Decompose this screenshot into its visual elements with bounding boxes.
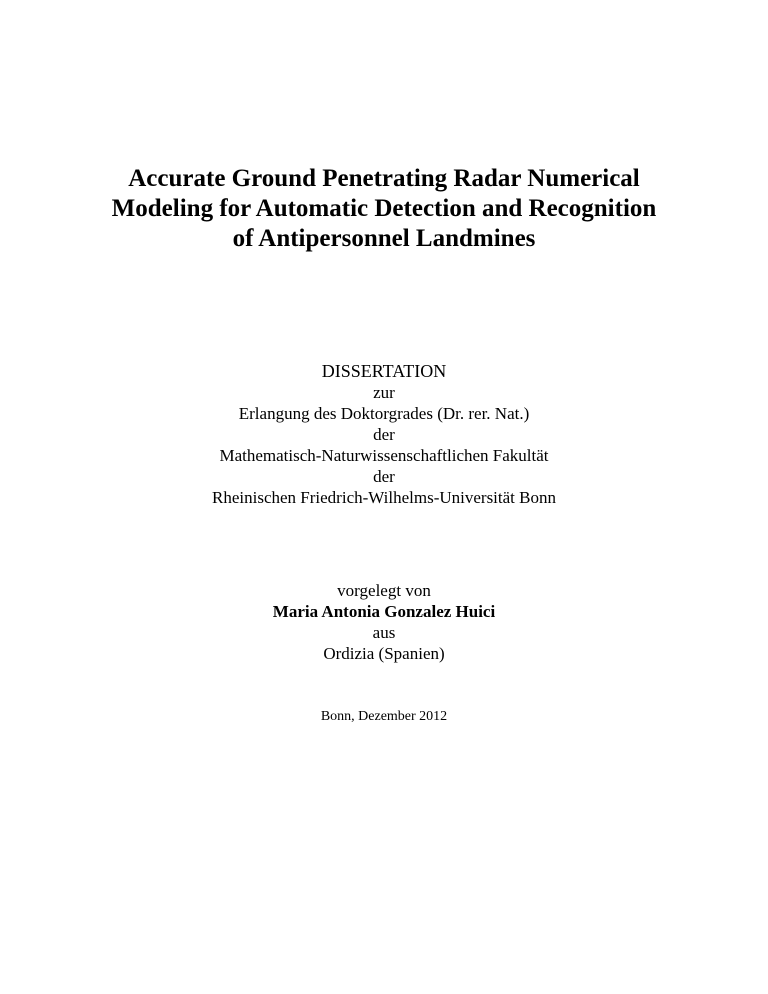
from-label: aus: [372, 623, 396, 642]
place-and-date: Bonn, Dezember 2012: [320, 709, 448, 724]
title-line-2: Modeling for Automatic Detection and Recognition: [111, 195, 657, 222]
dissertation-statement: [0, 360, 768, 508]
author-origin: Ordizia (Spanien): [323, 644, 445, 663]
dissertation-zur: zur: [373, 383, 395, 402]
dissertation-university: Rheinischen Friedrich-Wilhelms-Universität Bonn: [212, 488, 556, 507]
presented-by: vorgelegt von: [337, 581, 431, 600]
author-name: Maria Antonia Gonzalez Huici: [272, 602, 496, 621]
dissertation-der-1: der: [373, 425, 395, 444]
document-title: [0, 164, 768, 254]
dissertation-degree: Erlangung des Doktorgrades (Dr. rer. Nat.): [238, 404, 530, 423]
author-block: [0, 580, 768, 664]
dissertation-heading: DISSERTATION: [321, 361, 447, 381]
title-line-1: Accurate Ground Penetrating Radar Numerical: [128, 165, 640, 192]
dissertation-der-2: der: [373, 467, 395, 486]
title-line-3: of Antipersonnel Landmines: [232, 225, 536, 252]
dissertation-faculty: Mathematisch-Naturwissenschaftlichen Fakultät: [219, 446, 549, 465]
